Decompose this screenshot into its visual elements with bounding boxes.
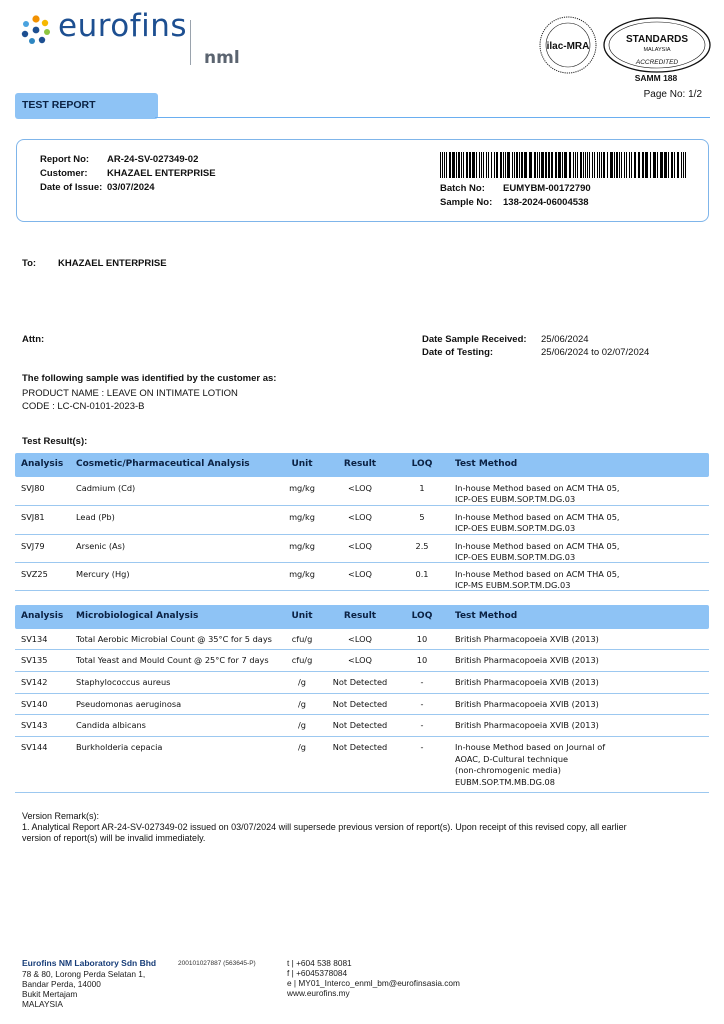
footer-tel: t | +604 538 8081 <box>287 958 352 968</box>
method-line-2: AOAC, D-Cultural technique <box>455 753 569 764</box>
barcode-bar <box>449 152 451 178</box>
date-issue-value: 03/07/2024 <box>107 182 155 193</box>
footer-address-3: Bukit Mertajam <box>22 989 78 999</box>
table-row <box>15 506 709 535</box>
unit: mg/kg <box>289 569 315 579</box>
barcode-bar <box>674 152 675 178</box>
to-label: To: <box>22 258 37 269</box>
method-line-1: In-house Method based on ACM THA 05, <box>455 541 620 551</box>
barcode-bar <box>479 152 480 178</box>
barcode-bar <box>463 152 464 178</box>
barcode-bar <box>488 152 489 178</box>
loq: 5 <box>419 512 425 522</box>
table-row <box>15 477 709 506</box>
header-rule <box>155 117 710 118</box>
customer-label: Customer: <box>40 168 88 179</box>
barcode-bar <box>446 152 447 178</box>
barcode-bar <box>614 152 615 178</box>
loq: 1 <box>419 483 425 493</box>
method-line-4: EUBM.SOP.TM.MB.DG.08 <box>455 776 555 787</box>
barcode-bar <box>548 152 550 178</box>
unit: /g <box>298 677 306 687</box>
result: Not Detected <box>332 677 388 687</box>
loq: 0.1 <box>415 569 429 579</box>
barcode-bar <box>668 152 669 178</box>
barcode-bar <box>551 152 553 178</box>
sample-label: Sample No: <box>440 197 493 208</box>
table-row <box>15 737 709 793</box>
barcode-bar <box>534 152 536 178</box>
barcode-bar <box>494 152 495 178</box>
loq: - <box>420 677 424 687</box>
barcode-bar <box>603 152 605 178</box>
result: Not Detected <box>332 720 388 730</box>
header-category: Cosmetic/Pharmaceutical Analysis <box>76 459 250 469</box>
barcode-bar <box>452 152 455 178</box>
report-no-label: Report No: <box>40 154 90 165</box>
loq: 2.5 <box>415 541 429 551</box>
barcode-bar <box>677 152 679 178</box>
loq: 10 <box>416 655 428 665</box>
standards-accredited: ACCREDITED <box>635 59 679 66</box>
barcode-bar <box>481 152 482 178</box>
report-no-value: AR-24-SV-027349-02 <box>107 154 199 165</box>
barcode-bar <box>512 152 513 178</box>
barcode-bar <box>575 152 576 178</box>
barcode-bar <box>496 152 498 178</box>
barcode-bar <box>507 152 510 178</box>
barcode-bar <box>616 152 618 178</box>
unit: /g <box>298 742 306 752</box>
barcode-bar <box>577 152 578 178</box>
method: British Pharmacopoeia XVIB (2013) <box>455 699 599 709</box>
unit: mg/kg <box>289 541 315 551</box>
to-value: KHAZAEL ENTERPRISE <box>58 258 167 269</box>
method-line-2: ICP-OES EUBM.SOP.TM.DG.03 <box>455 494 576 504</box>
barcode-bar <box>491 152 492 178</box>
barcode-bar <box>444 152 445 178</box>
unit: mg/kg <box>289 483 315 493</box>
date-received-label: Date Sample Received: <box>422 334 527 345</box>
footer-address-1: 78 & 80, Lorong Perda Selatan 1, <box>22 969 146 979</box>
analyte-name: Total Yeast and Mould Count @ 25°C for 7 days <box>76 655 269 665</box>
barcode-bar <box>514 152 515 178</box>
barcode-bar <box>519 152 520 178</box>
barcode-bar <box>529 152 532 178</box>
method-line-2: ICP-OES EUBM.SOP.TM.DG.03 <box>455 552 576 562</box>
barcode-bar <box>476 152 477 178</box>
barcode-bar <box>607 152 608 178</box>
header-analysis: Analysis <box>21 611 64 621</box>
barcode-bar <box>562 152 563 178</box>
barcode-bar <box>601 152 602 178</box>
analysis-code: SVJ80 <box>21 483 45 493</box>
method: British Pharmacopoeia XVIB (2013) <box>455 720 599 730</box>
analyte-name: Staphylococcus aureus <box>76 677 171 687</box>
barcode-bar <box>442 152 443 178</box>
unit: /g <box>298 699 306 709</box>
barcode-bar <box>516 152 518 178</box>
barcode-bar <box>583 152 584 178</box>
method-line-1: In-house Method based on ACM THA 05, <box>455 483 620 493</box>
standards-country: MALAYSIA <box>643 47 671 53</box>
analysis-code: SV134 <box>21 634 48 644</box>
barcode-bar <box>650 152 651 178</box>
barcode-bar <box>541 152 544 178</box>
table-header <box>15 605 709 629</box>
barcode-bar <box>456 152 457 178</box>
footer-website[interactable]: www.eurofins.my <box>287 988 350 998</box>
result: <LOQ <box>347 569 373 579</box>
barcode-bar <box>466 152 468 178</box>
barcode-bar <box>621 152 622 178</box>
analysis-code: SVJ81 <box>21 512 45 522</box>
eurofins-logo-icon <box>20 14 52 46</box>
analysis-code: SV140 <box>21 699 48 709</box>
batch-value: EUMYBM-00172790 <box>503 183 591 194</box>
analysis-code: SV135 <box>21 655 48 665</box>
barcode-bar <box>671 152 673 178</box>
barcode-bar <box>555 152 557 178</box>
loq: - <box>420 720 424 730</box>
method-line-1: In-house Method based on ACM THA 05, <box>455 569 620 579</box>
analyte-name: Total Aerobic Microbial Count @ 35°C for 5 days <box>76 634 272 644</box>
footer-fax: f | +6045378084 <box>287 968 348 978</box>
barcode-bar <box>486 152 487 178</box>
analyte-name: Candida albicans <box>76 720 146 730</box>
method-line-2: ICP-OES EUBM.SOP.TM.DG.03 <box>455 523 576 533</box>
date-testing-label: Date of Testing: <box>422 347 494 358</box>
unit: /g <box>298 720 306 730</box>
barcode-bar <box>624 152 625 178</box>
barcode-bar <box>657 152 658 178</box>
barcode-bar <box>483 152 484 178</box>
result: Not Detected <box>332 742 388 752</box>
logo-text: eurofins <box>58 8 188 44</box>
standards-text: STANDARDS <box>625 34 689 45</box>
header-category: Microbiological Analysis <box>76 611 199 621</box>
customer-value: KHAZAEL ENTERPRISE <box>107 168 216 179</box>
date-testing-value: 25/06/2024 to 02/07/2024 <box>541 347 650 358</box>
analysis-code: SV143 <box>21 720 48 730</box>
header-loq: LOQ <box>411 611 433 621</box>
barcode-bar <box>458 152 460 178</box>
table-row <box>15 672 709 694</box>
barcode-bar <box>440 152 441 178</box>
barcode-bar <box>681 152 682 178</box>
footer-email[interactable]: e | MY01_Interco_enml_bm@eurofinsasia.com <box>287 978 460 988</box>
footer-address-2: Bandar Perda, 14000 <box>22 979 101 989</box>
header-test-method: Test Method <box>455 611 518 621</box>
footer-address-4: MALAYSIA <box>22 999 63 1009</box>
barcode-bar <box>545 152 547 178</box>
unit: cfu/g <box>291 634 313 644</box>
method-line-1: In-house Method based on ACM THA 05, <box>455 512 620 522</box>
attn-label: Attn: <box>22 334 45 345</box>
result: Not Detected <box>332 699 388 709</box>
page-number: Page No: 1/2 <box>643 89 702 100</box>
sample-value: 138-2024-06004538 <box>503 197 589 208</box>
result: <LOQ <box>347 655 373 665</box>
test-report-label: TEST REPORT <box>22 99 96 111</box>
barcode-bar <box>634 152 636 178</box>
barcode-bar <box>664 152 667 178</box>
product-code: CODE : LC-CN-0101-2023-B <box>22 401 145 412</box>
header-analysis: Analysis <box>21 459 64 469</box>
barcode-bar <box>573 152 574 178</box>
loq: - <box>420 699 424 709</box>
barcode-bar <box>683 152 684 178</box>
table-row <box>15 629 709 650</box>
barcode-bar <box>594 152 595 178</box>
result: <LOQ <box>347 541 373 551</box>
barcode-bar <box>558 152 561 178</box>
table-row <box>15 650 709 672</box>
barcode-bar <box>500 152 502 178</box>
barcode-bar <box>619 152 620 178</box>
date-issue-label: Date of Issue: <box>40 182 103 193</box>
barcode-bar <box>589 152 590 178</box>
batch-label: Batch No: <box>440 183 485 194</box>
product-name: PRODUCT NAME : LEAVE ON INTIMATE LOTION <box>22 388 238 399</box>
barcode-bar <box>537 152 538 178</box>
method: British Pharmacopoeia XVIB (2013) <box>455 634 599 644</box>
method-line-3: (non-chromogenic media) <box>455 765 561 775</box>
analysis-code: SV142 <box>21 677 48 687</box>
logo-divider <box>190 20 191 65</box>
analysis-code: SVJ79 <box>21 541 45 551</box>
barcode-bar <box>631 152 632 178</box>
footer-reg-no: 200101027887 (563645-P) <box>178 960 256 967</box>
barcode-bar <box>638 152 640 178</box>
analyte-name: Cadmium (Cd) <box>76 483 136 493</box>
barcode <box>440 152 686 178</box>
method: British Pharmacopoeia XVIB (2013) <box>455 655 599 665</box>
sample-intro: The following sample was identified by the customer as: <box>22 373 277 384</box>
barcode-bar <box>685 152 686 178</box>
date-received-value: 25/06/2024 <box>541 334 589 345</box>
standards-malaysia-badge <box>602 16 712 74</box>
unit: cfu/g <box>291 655 313 665</box>
ilac-mark-text: ilac-MRA <box>546 41 590 52</box>
barcode-bar <box>564 152 567 178</box>
barcode-bar <box>610 152 613 178</box>
header-unit: Unit <box>291 459 313 469</box>
barcode-bar <box>569 152 571 178</box>
results-title: Test Result(s): <box>22 436 88 447</box>
analyte-name: Arsenic (As) <box>76 541 126 551</box>
header-loq: LOQ <box>411 459 433 469</box>
table-row <box>15 535 709 563</box>
barcode-bar <box>653 152 656 178</box>
footer-company: Eurofins NM Laboratory Sdn Bhd <box>22 958 157 968</box>
analysis-code: SVZ25 <box>21 569 48 579</box>
table-row <box>15 563 709 591</box>
loq: - <box>420 742 424 752</box>
method: British Pharmacopoeia XVIB (2013) <box>455 677 599 687</box>
result: <LOQ <box>347 634 373 644</box>
remarks-title: Version Remark(s): <box>22 811 100 821</box>
method-line-2: ICP-MS EUBM.SOP.TM.DG.03 <box>455 580 571 590</box>
analyte-name: Lead (Pb) <box>76 512 115 522</box>
samm-number: SAMM 188 <box>634 73 678 83</box>
ilac-mra-seal <box>538 15 598 75</box>
barcode-bar <box>587 152 588 178</box>
analysis-code: SV144 <box>21 742 48 752</box>
method-line-1: In-house Method based on Journal of <box>455 742 606 752</box>
table-header <box>15 453 709 477</box>
barcode-bar <box>597 152 598 178</box>
analyte-name: Burkholderia cepacia <box>76 742 163 752</box>
barcode-bar <box>642 152 644 178</box>
barcode-bar <box>503 152 504 178</box>
header-test-method: Test Method <box>455 459 518 469</box>
table-row <box>15 715 709 737</box>
unit: mg/kg <box>289 512 315 522</box>
result: <LOQ <box>347 483 373 493</box>
header-unit: Unit <box>291 611 313 621</box>
barcode-bar <box>599 152 600 178</box>
barcode-bar <box>660 152 663 178</box>
barcode-bar <box>539 152 540 178</box>
barcode-bar <box>524 152 527 178</box>
barcode-bar <box>461 152 462 178</box>
barcode-bar <box>585 152 586 178</box>
barcode-bar <box>580 152 582 178</box>
header-result: Result <box>343 611 377 621</box>
barcode-bar <box>592 152 593 178</box>
barcode-bar <box>645 152 648 178</box>
analyte-name: Mercury (Hg) <box>76 569 130 579</box>
barcode-bar <box>472 152 475 178</box>
analyte-name: Pseudomonas aeruginosa <box>76 699 182 709</box>
table-row <box>15 694 709 715</box>
barcode-bar <box>505 152 506 178</box>
barcode-bar <box>629 152 630 178</box>
result: <LOQ <box>347 512 373 522</box>
loq: 10 <box>416 634 428 644</box>
barcode-bar <box>469 152 471 178</box>
header-result: Result <box>343 459 377 469</box>
barcode-bar <box>626 152 627 178</box>
barcode-bar <box>521 152 523 178</box>
remarks-line-1: 1. Analytical Report AR-24-SV-027349-02 issued on 03/07/2024 will supersede previous version of report(s). Upon receipt of this revised copy, all earlier <box>22 822 627 832</box>
logo-subtitle: nml <box>204 48 240 68</box>
remarks-line-2: version of report(s) will be invalid immediately. <box>22 833 206 843</box>
